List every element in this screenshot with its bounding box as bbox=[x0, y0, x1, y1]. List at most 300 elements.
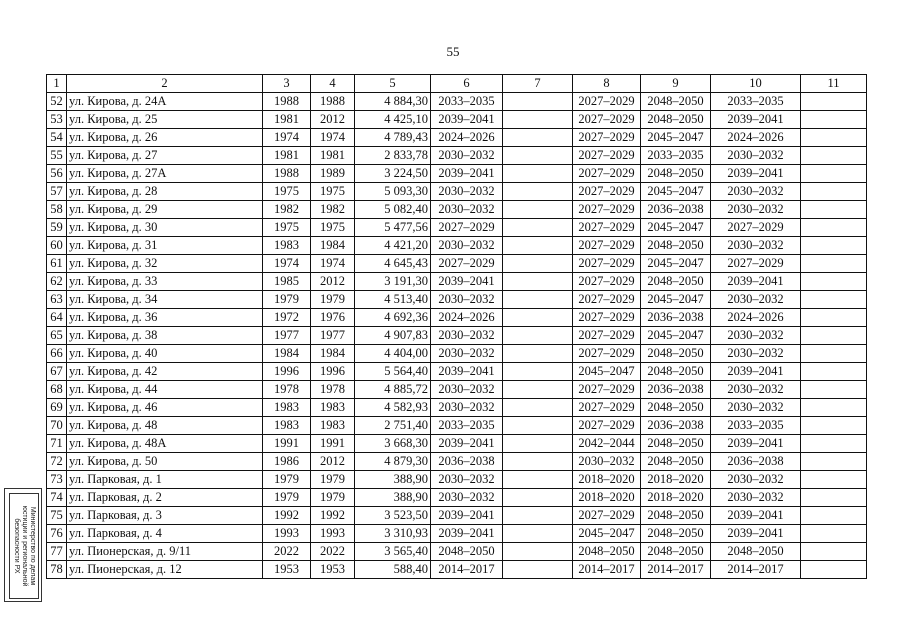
empty-cell bbox=[503, 111, 573, 129]
year-commissioned-cell: 1989 bbox=[311, 165, 355, 183]
table-row bbox=[47, 255, 867, 273]
period-cell: 2018–2020 bbox=[641, 489, 711, 507]
year-commissioned-cell: 1953 bbox=[311, 561, 355, 579]
address-cell: ул. Пионерская, д. 9/11 bbox=[67, 543, 263, 561]
year-commissioned-cell: 2012 bbox=[311, 273, 355, 291]
empty-cell bbox=[801, 219, 867, 237]
period-cell: 2045–2047 bbox=[641, 291, 711, 309]
year-commissioned-cell: 1984 bbox=[311, 345, 355, 363]
table-row bbox=[47, 561, 867, 579]
period-cell: 2033–2035 bbox=[711, 93, 801, 111]
empty-cell bbox=[503, 525, 573, 543]
row-number: 66 bbox=[47, 345, 67, 363]
empty-cell bbox=[801, 273, 867, 291]
row-number: 62 bbox=[47, 273, 67, 291]
period-cell: 2039–2041 bbox=[431, 273, 503, 291]
table-row bbox=[47, 111, 867, 129]
period-cell: 2030–2032 bbox=[711, 291, 801, 309]
period-cell: 2027–2029 bbox=[573, 309, 641, 327]
period-cell: 2048–2050 bbox=[641, 435, 711, 453]
period-cell: 2030–2032 bbox=[431, 291, 503, 309]
period-cell: 2027–2029 bbox=[573, 381, 641, 399]
year-built-cell: 1991 bbox=[263, 435, 311, 453]
year-built-cell: 1978 bbox=[263, 381, 311, 399]
empty-cell bbox=[801, 507, 867, 525]
year-commissioned-cell: 1983 bbox=[311, 399, 355, 417]
period-cell: 2030–2032 bbox=[431, 183, 503, 201]
empty-cell bbox=[503, 93, 573, 111]
address-cell: ул. Кирова, д. 27А bbox=[67, 165, 263, 183]
table-row bbox=[47, 291, 867, 309]
address-cell: ул. Кирова, д. 26 bbox=[67, 129, 263, 147]
table-row bbox=[47, 165, 867, 183]
column-header: 11 bbox=[801, 75, 867, 93]
period-cell: 2027–2029 bbox=[573, 129, 641, 147]
period-cell: 2039–2041 bbox=[431, 363, 503, 381]
year-built-cell: 1979 bbox=[263, 471, 311, 489]
period-cell: 2048–2050 bbox=[641, 345, 711, 363]
empty-cell bbox=[801, 255, 867, 273]
empty-cell bbox=[801, 183, 867, 201]
period-cell: 2027–2029 bbox=[431, 219, 503, 237]
table-row bbox=[47, 471, 867, 489]
period-cell: 2036–2038 bbox=[711, 453, 801, 471]
stamp-line: Министерство по делам bbox=[29, 506, 36, 586]
address-cell: ул. Кирова, д. 44 bbox=[67, 381, 263, 399]
row-number: 61 bbox=[47, 255, 67, 273]
period-cell: 2039–2041 bbox=[431, 525, 503, 543]
empty-cell bbox=[801, 291, 867, 309]
address-cell: ул. Кирова, д. 46 bbox=[67, 399, 263, 417]
address-cell: ул. Парковая, д. 4 bbox=[67, 525, 263, 543]
stamp-frame bbox=[9, 493, 39, 599]
period-cell: 2048–2050 bbox=[641, 525, 711, 543]
column-header: 3 bbox=[263, 75, 311, 93]
empty-cell bbox=[801, 309, 867, 327]
year-commissioned-cell: 1977 bbox=[311, 327, 355, 345]
year-built-cell: 1979 bbox=[263, 291, 311, 309]
empty-cell bbox=[801, 561, 867, 579]
period-cell: 2048–2050 bbox=[641, 543, 711, 561]
year-built-cell: 1981 bbox=[263, 147, 311, 165]
empty-cell bbox=[503, 381, 573, 399]
period-cell: 2014–2017 bbox=[711, 561, 801, 579]
period-cell: 2036–2038 bbox=[641, 309, 711, 327]
period-cell: 2048–2050 bbox=[641, 399, 711, 417]
table-row bbox=[47, 417, 867, 435]
period-cell: 2048–2050 bbox=[641, 93, 711, 111]
table-row bbox=[47, 183, 867, 201]
address-cell: ул. Парковая, д. 3 bbox=[67, 507, 263, 525]
period-cell: 2027–2029 bbox=[573, 273, 641, 291]
period-cell: 2039–2041 bbox=[711, 165, 801, 183]
year-commissioned-cell: 2012 bbox=[311, 111, 355, 129]
area-cell: 2 833,78 bbox=[355, 147, 431, 165]
year-commissioned-cell: 1978 bbox=[311, 381, 355, 399]
stamp-text bbox=[12, 494, 36, 598]
area-cell: 4 421,20 bbox=[355, 237, 431, 255]
period-cell: 2045–2047 bbox=[641, 327, 711, 345]
period-cell: 2048–2050 bbox=[641, 507, 711, 525]
empty-cell bbox=[503, 453, 573, 471]
period-cell: 2030–2032 bbox=[711, 237, 801, 255]
row-number: 52 bbox=[47, 93, 67, 111]
empty-cell bbox=[503, 471, 573, 489]
year-commissioned-cell: 1983 bbox=[311, 417, 355, 435]
period-cell: 2027–2029 bbox=[431, 255, 503, 273]
period-cell: 2045–2047 bbox=[641, 255, 711, 273]
period-cell: 2039–2041 bbox=[431, 435, 503, 453]
area-cell: 4 692,36 bbox=[355, 309, 431, 327]
period-cell: 2036–2038 bbox=[641, 381, 711, 399]
period-cell: 2048–2050 bbox=[431, 543, 503, 561]
period-cell: 2014–2017 bbox=[573, 561, 641, 579]
page-number: 55 bbox=[446, 44, 460, 59]
address-cell: ул. Кирова, д. 38 bbox=[67, 327, 263, 345]
period-cell: 2033–2035 bbox=[431, 93, 503, 111]
stamp-line: безопасности РХ bbox=[13, 518, 20, 574]
address-cell: ул. Парковая, д. 1 bbox=[67, 471, 263, 489]
column-header: 7 bbox=[503, 75, 573, 93]
period-cell: 2039–2041 bbox=[431, 165, 503, 183]
table-row bbox=[47, 363, 867, 381]
empty-cell bbox=[801, 489, 867, 507]
area-cell: 4 582,93 bbox=[355, 399, 431, 417]
period-cell: 2027–2029 bbox=[573, 183, 641, 201]
table-row bbox=[47, 399, 867, 417]
table-row bbox=[47, 525, 867, 543]
period-cell: 2045–2047 bbox=[641, 129, 711, 147]
address-cell: ул. Кирова, д. 32 bbox=[67, 255, 263, 273]
empty-cell bbox=[503, 129, 573, 147]
year-commissioned-cell: 1992 bbox=[311, 507, 355, 525]
empty-cell bbox=[503, 147, 573, 165]
period-cell: 2030–2032 bbox=[431, 345, 503, 363]
table-row bbox=[47, 543, 867, 561]
period-cell: 2027–2029 bbox=[573, 345, 641, 363]
table-row bbox=[47, 273, 867, 291]
period-cell: 2030–2032 bbox=[711, 399, 801, 417]
row-number: 73 bbox=[47, 471, 67, 489]
empty-cell bbox=[801, 363, 867, 381]
empty-cell bbox=[801, 399, 867, 417]
period-cell: 2039–2041 bbox=[711, 273, 801, 291]
year-built-cell: 2022 bbox=[263, 543, 311, 561]
period-cell: 2042–2044 bbox=[573, 435, 641, 453]
period-cell: 2027–2029 bbox=[711, 255, 801, 273]
period-cell: 2048–2050 bbox=[573, 543, 641, 561]
year-commissioned-cell: 1974 bbox=[311, 129, 355, 147]
period-cell: 2030–2032 bbox=[431, 147, 503, 165]
period-cell: 2030–2032 bbox=[711, 471, 801, 489]
row-number: 72 bbox=[47, 453, 67, 471]
table-row bbox=[47, 453, 867, 471]
period-cell: 2033–2035 bbox=[641, 147, 711, 165]
year-built-cell: 1972 bbox=[263, 309, 311, 327]
period-cell: 2048–2050 bbox=[711, 543, 801, 561]
column-header: 6 bbox=[431, 75, 503, 93]
year-built-cell: 1981 bbox=[263, 111, 311, 129]
year-built-cell: 1983 bbox=[263, 399, 311, 417]
period-cell: 2039–2041 bbox=[711, 435, 801, 453]
row-number: 69 bbox=[47, 399, 67, 417]
empty-cell bbox=[801, 111, 867, 129]
area-cell: 388,90 bbox=[355, 489, 431, 507]
address-cell: ул. Кирова, д. 29 bbox=[67, 201, 263, 219]
year-built-cell: 1974 bbox=[263, 129, 311, 147]
area-cell: 2 751,40 bbox=[355, 417, 431, 435]
period-cell: 2030–2032 bbox=[431, 399, 503, 417]
period-cell: 2027–2029 bbox=[573, 165, 641, 183]
year-commissioned-cell: 1996 bbox=[311, 363, 355, 381]
period-cell: 2030–2032 bbox=[711, 183, 801, 201]
period-cell: 2048–2050 bbox=[641, 453, 711, 471]
period-cell: 2039–2041 bbox=[711, 363, 801, 381]
period-cell: 2045–2047 bbox=[641, 219, 711, 237]
empty-cell bbox=[503, 219, 573, 237]
period-cell: 2018–2020 bbox=[573, 471, 641, 489]
empty-cell bbox=[503, 489, 573, 507]
period-cell: 2033–2035 bbox=[431, 417, 503, 435]
table-row bbox=[47, 129, 867, 147]
area-cell: 3 565,40 bbox=[355, 543, 431, 561]
year-commissioned-cell: 1979 bbox=[311, 471, 355, 489]
year-commissioned-cell: 1975 bbox=[311, 219, 355, 237]
row-number: 54 bbox=[47, 129, 67, 147]
empty-cell bbox=[801, 453, 867, 471]
column-header: 10 bbox=[711, 75, 801, 93]
period-cell: 2027–2029 bbox=[573, 147, 641, 165]
period-cell: 2048–2050 bbox=[641, 363, 711, 381]
empty-cell bbox=[503, 507, 573, 525]
empty-cell bbox=[801, 165, 867, 183]
housing-register-table bbox=[46, 74, 867, 579]
address-cell: ул. Кирова, д. 28 bbox=[67, 183, 263, 201]
period-cell: 2027–2029 bbox=[573, 255, 641, 273]
period-cell: 2045–2047 bbox=[641, 183, 711, 201]
year-built-cell: 1996 bbox=[263, 363, 311, 381]
address-cell: ул. Пионерская, д. 12 bbox=[67, 561, 263, 579]
period-cell: 2045–2047 bbox=[573, 525, 641, 543]
year-built-cell: 1979 bbox=[263, 489, 311, 507]
empty-cell bbox=[503, 435, 573, 453]
year-commissioned-cell: 2022 bbox=[311, 543, 355, 561]
address-cell: ул. Кирова, д. 36 bbox=[67, 309, 263, 327]
address-cell: ул. Кирова, д. 40 bbox=[67, 345, 263, 363]
empty-cell bbox=[503, 417, 573, 435]
period-cell: 2014–2017 bbox=[641, 561, 711, 579]
period-cell: 2030–2032 bbox=[431, 201, 503, 219]
address-cell: ул. Кирова, д. 27 bbox=[67, 147, 263, 165]
header-row bbox=[47, 75, 867, 93]
table-row bbox=[47, 507, 867, 525]
empty-cell bbox=[801, 543, 867, 561]
period-cell: 2024–2026 bbox=[431, 309, 503, 327]
empty-cell bbox=[503, 183, 573, 201]
period-cell: 2027–2029 bbox=[573, 417, 641, 435]
empty-cell bbox=[801, 327, 867, 345]
year-built-cell: 1986 bbox=[263, 453, 311, 471]
area-cell: 588,40 bbox=[355, 561, 431, 579]
year-built-cell: 1992 bbox=[263, 507, 311, 525]
table-row bbox=[47, 327, 867, 345]
empty-cell bbox=[503, 399, 573, 417]
address-cell: ул. Парковая, д. 2 bbox=[67, 489, 263, 507]
stamp-line: юстиции и региональной bbox=[21, 505, 28, 587]
year-built-cell: 1983 bbox=[263, 237, 311, 255]
area-cell: 5 564,40 bbox=[355, 363, 431, 381]
period-cell: 2039–2041 bbox=[711, 111, 801, 129]
empty-cell bbox=[801, 345, 867, 363]
empty-cell bbox=[801, 417, 867, 435]
row-number: 74 bbox=[47, 489, 67, 507]
address-cell: ул. Кирова, д. 31 bbox=[67, 237, 263, 255]
period-cell: 2027–2029 bbox=[573, 201, 641, 219]
empty-cell bbox=[801, 525, 867, 543]
row-number: 71 bbox=[47, 435, 67, 453]
area-cell: 3 523,50 bbox=[355, 507, 431, 525]
period-cell: 2030–2032 bbox=[711, 147, 801, 165]
year-built-cell: 1974 bbox=[263, 255, 311, 273]
area-cell: 3 668,30 bbox=[355, 435, 431, 453]
empty-cell bbox=[801, 201, 867, 219]
column-header: 1 bbox=[47, 75, 67, 93]
period-cell: 2018–2020 bbox=[641, 471, 711, 489]
empty-cell bbox=[503, 291, 573, 309]
year-built-cell: 1983 bbox=[263, 417, 311, 435]
year-built-cell: 1988 bbox=[263, 93, 311, 111]
area-cell: 4 907,83 bbox=[355, 327, 431, 345]
year-commissioned-cell: 1988 bbox=[311, 93, 355, 111]
period-cell: 2030–2032 bbox=[431, 237, 503, 255]
area-cell: 3 224,50 bbox=[355, 165, 431, 183]
area-cell: 4 789,43 bbox=[355, 129, 431, 147]
period-cell: 2039–2041 bbox=[431, 507, 503, 525]
period-cell: 2030–2032 bbox=[431, 381, 503, 399]
empty-cell bbox=[801, 147, 867, 165]
year-commissioned-cell: 1975 bbox=[311, 183, 355, 201]
period-cell: 2030–2032 bbox=[711, 489, 801, 507]
empty-cell bbox=[503, 201, 573, 219]
period-cell: 2036–2038 bbox=[431, 453, 503, 471]
area-cell: 5 082,40 bbox=[355, 201, 431, 219]
period-cell: 2027–2029 bbox=[573, 327, 641, 345]
period-cell: 2036–2038 bbox=[641, 201, 711, 219]
period-cell: 2027–2029 bbox=[573, 219, 641, 237]
table-row bbox=[47, 309, 867, 327]
period-cell: 2039–2041 bbox=[431, 111, 503, 129]
empty-cell bbox=[503, 165, 573, 183]
empty-cell bbox=[503, 345, 573, 363]
row-number: 77 bbox=[47, 543, 67, 561]
row-number: 75 bbox=[47, 507, 67, 525]
period-cell: 2048–2050 bbox=[641, 273, 711, 291]
year-built-cell: 1977 bbox=[263, 327, 311, 345]
empty-cell bbox=[801, 381, 867, 399]
row-number: 68 bbox=[47, 381, 67, 399]
period-cell: 2027–2029 bbox=[573, 507, 641, 525]
table-row bbox=[47, 201, 867, 219]
empty-cell bbox=[503, 273, 573, 291]
area-cell: 4 404,00 bbox=[355, 345, 431, 363]
period-cell: 2027–2029 bbox=[573, 399, 641, 417]
period-cell: 2014–2017 bbox=[431, 561, 503, 579]
empty-cell bbox=[503, 327, 573, 345]
empty-cell bbox=[801, 471, 867, 489]
area-cell: 5 093,30 bbox=[355, 183, 431, 201]
area-cell: 5 477,56 bbox=[355, 219, 431, 237]
area-cell: 4 884,30 bbox=[355, 93, 431, 111]
row-number: 65 bbox=[47, 327, 67, 345]
year-built-cell: 1993 bbox=[263, 525, 311, 543]
empty-cell bbox=[503, 363, 573, 381]
period-cell: 2039–2041 bbox=[711, 507, 801, 525]
row-number: 76 bbox=[47, 525, 67, 543]
year-commissioned-cell: 1993 bbox=[311, 525, 355, 543]
empty-cell bbox=[801, 93, 867, 111]
registration-stamp bbox=[4, 488, 42, 602]
period-cell: 2027–2029 bbox=[573, 93, 641, 111]
year-commissioned-cell: 2012 bbox=[311, 453, 355, 471]
period-cell: 2027–2029 bbox=[711, 219, 801, 237]
table-row bbox=[47, 345, 867, 363]
period-cell: 2027–2029 bbox=[573, 291, 641, 309]
address-cell: ул. Кирова, д. 42 bbox=[67, 363, 263, 381]
row-number: 59 bbox=[47, 219, 67, 237]
period-cell: 2024–2026 bbox=[711, 309, 801, 327]
year-built-cell: 1985 bbox=[263, 273, 311, 291]
year-built-cell: 1982 bbox=[263, 201, 311, 219]
period-cell: 2030–2032 bbox=[431, 327, 503, 345]
table-row bbox=[47, 237, 867, 255]
row-number: 58 bbox=[47, 201, 67, 219]
area-cell: 3 310,93 bbox=[355, 525, 431, 543]
column-header: 8 bbox=[573, 75, 641, 93]
period-cell: 2048–2050 bbox=[641, 111, 711, 129]
row-number: 56 bbox=[47, 165, 67, 183]
column-header: 4 bbox=[311, 75, 355, 93]
period-cell: 2045–2047 bbox=[573, 363, 641, 381]
table-body bbox=[47, 93, 867, 579]
row-number: 64 bbox=[47, 309, 67, 327]
address-cell: ул. Кирова, д. 30 bbox=[67, 219, 263, 237]
column-header: 5 bbox=[355, 75, 431, 93]
period-cell: 2048–2050 bbox=[641, 165, 711, 183]
period-cell: 2036–2038 bbox=[641, 417, 711, 435]
year-commissioned-cell: 1979 bbox=[311, 489, 355, 507]
period-cell: 2030–2032 bbox=[711, 381, 801, 399]
period-cell: 2024–2026 bbox=[431, 129, 503, 147]
row-number: 63 bbox=[47, 291, 67, 309]
empty-cell bbox=[503, 561, 573, 579]
row-number: 67 bbox=[47, 363, 67, 381]
row-number: 60 bbox=[47, 237, 67, 255]
period-cell: 2030–2032 bbox=[711, 201, 801, 219]
table-row bbox=[47, 93, 867, 111]
area-cell: 4 885,72 bbox=[355, 381, 431, 399]
address-cell: ул. Кирова, д. 48А bbox=[67, 435, 263, 453]
address-cell: ул. Кирова, д. 34 bbox=[67, 291, 263, 309]
row-number: 55 bbox=[47, 147, 67, 165]
area-cell: 4 513,40 bbox=[355, 291, 431, 309]
period-cell: 2030–2032 bbox=[431, 489, 503, 507]
period-cell: 2048–2050 bbox=[641, 237, 711, 255]
row-number: 53 bbox=[47, 111, 67, 129]
empty-cell bbox=[503, 255, 573, 273]
year-commissioned-cell: 1982 bbox=[311, 201, 355, 219]
period-cell: 2030–2032 bbox=[711, 345, 801, 363]
period-cell: 2027–2029 bbox=[573, 111, 641, 129]
